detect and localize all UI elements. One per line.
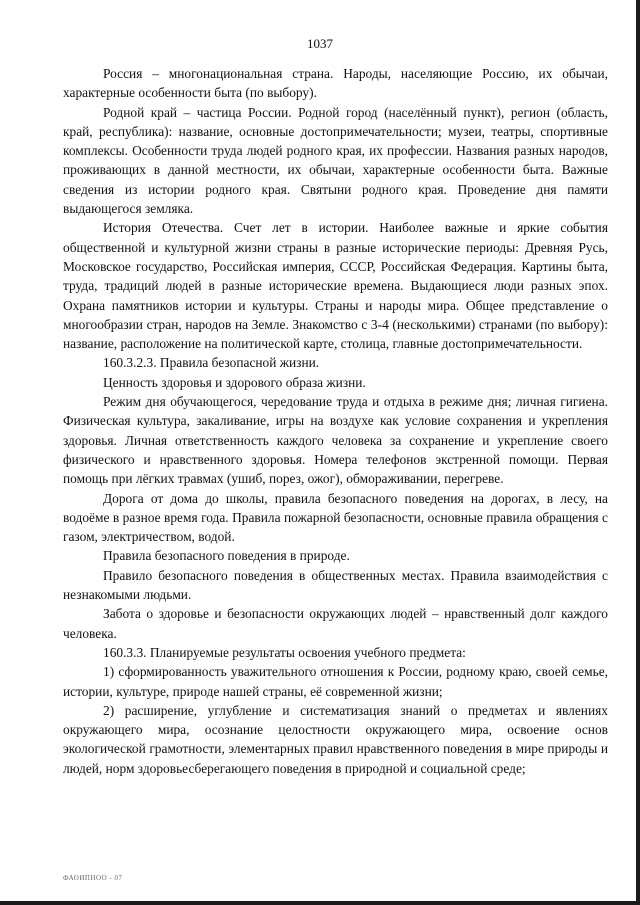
list-item-result-2: 2) расширение, углубление и систематизация знаний о предметах и явлениях окружающего мира, осознание целостности окружающего мира, освоение основ экологической грамотности, элементарных правил нравственного поведения в мире природы и людей, норм здоровьесберегающего поведения в природной и социальной среде; [63,702,608,776]
paragraph-history: История Отечества. Счет лет в истории. Наиболее важные и яркие события общественной и культурной жизни страны в разные исторические периоды: Древняя Русь, Московское государство, Российская империя, СССР, Российская Федерация. Картины быта, труда, традиций людей в разные исторические времена. Выдающиеся люди разных эпох. Охрана памятников истории и культуры. Страны и народы мира. Общее представление о многообразии стран, народов на Земле. Знакомство с 3-4 (несколькими) странами (по выбору): название, расположение на политической карте, столица, главные достопримечательности. [63,220,608,352]
section-heading-safety-rules: 160.3.2.3. Правила безопасной жизни. [103,355,320,371]
paragraph-health-value: Ценность здоровья и здорового образа жизни. [103,374,366,390]
document-body [63,64,608,778]
paragraph-native-land: Родной край – частица России. Родной город (населённый пункт), регион (область, край, республика): название, основные достопримечательности; музеи, театры, спортивные комплексы. Особенности труда людей родного края, их профессии. Названия разных народов, проживающих в данной местности, их обычаи, характерные особенности быта. Важные сведения из истории родного края. Святыни родного края. Проведение дня памяти выдающегося земляка. [63,104,608,217]
scan-edge-bottom [0,901,640,905]
footer-code: ФАОИПНОО - 07 [63,874,123,882]
paragraph-care-for-others: Забота о здоровье и безопасности окружающих людей – нравственный долг каждого человека. [63,606,608,641]
paragraph-road-safety: Дорога от дома до школы, правила безопасного поведения на дорогах, в лесу, на водоёме в разное время года. Правила пожарной безопасности, основные правила обращения с газом, электричеством, водой. [63,490,608,545]
section-heading-planned-results: 160.3.3. Планируемые результаты освоения учебного предмета: [103,644,466,660]
paragraph-russia-peoples: Россия – многонациональная страна. Народы, населяющие Россию, их обычаи, характерные особенности быта (по выбору). [63,66,608,101]
paragraph-daily-routine: Режим дня обучающегося, чередование труда и отдыха в режиме дня; личная гигиена. Физическая культура, закаливание, игры на воздухе как условие сохранения и укрепления здоровья. Личная ответственность каждого человека за сохранение и укрепление своего физического и нравственного здоровья. Номера телефонов экстренной помощи. Первая помощь при лёгких травмах (ушиб, порез, ожог), обмораживании, перегреве. [63,394,608,487]
scan-edge-right [636,0,640,905]
paragraph-public-places: Правило безопасного поведения в общественных местах. Правила взаимодействия с незнакомыми людьми. [63,567,608,603]
page-number: 1037 [307,36,333,51]
list-item-result-1: 1) сформированность уважительного отношения к России, родному краю, своей семье, истории, культуре, природе нашей страны, её современной жизни; [63,664,608,699]
paragraph-nature-safety: Правила безопасного поведения в природе. [103,548,350,564]
